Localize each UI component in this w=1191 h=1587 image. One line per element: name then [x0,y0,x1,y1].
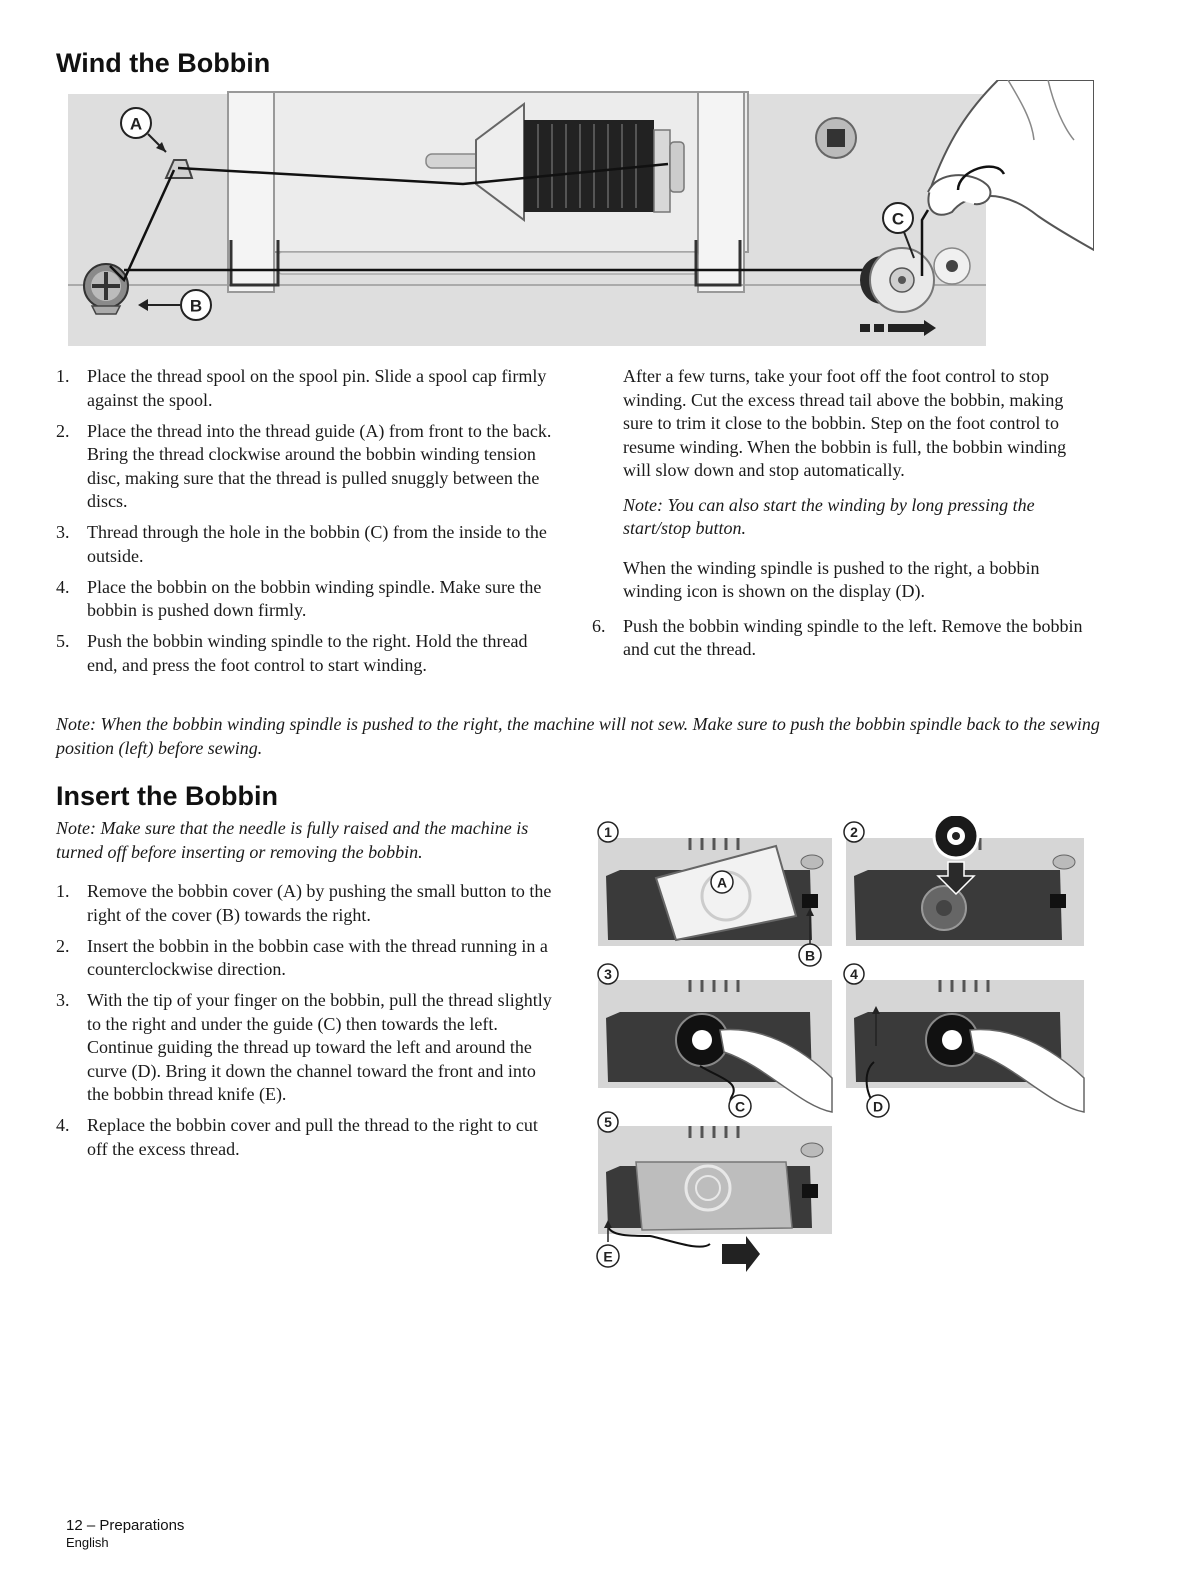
wind-step-3: 3. Thread through the hole in the bobbin (C) from the inside to the outside. [56,522,547,566]
page-footer-title: 12 – Preparations [66,1517,185,1534]
insert-step-3: 3. With the tip of your finger on the bobbin, pull the thread slightly to the right and under the guide (C) then towards the left. Continue guiding the thread up toward the left and around the curve (D). Bring it down the channel toward the front and into the bobbin thread knife (E). [56,990,552,1104]
panel-number-3: 3 [604,966,612,982]
wind-step-5: 5. Push the bobbin winding spindle to the right. Hold the thread end, and press the foot control to start winding. [56,631,528,675]
panel-number-2: 2 [850,824,858,840]
page-footer-language: English [66,1535,109,1550]
wind-step-6: 6. Push the bobbin winding spindle to the left. Remove the bobbin and cut the thread. [592,615,1083,659]
insert-step-2: 2. Insert the bobbin in the bobbin case with the thread running in a counterclockwise direction. [56,935,548,979]
label-a: A [129,114,143,134]
section-title-insert: Insert the Bobbin [56,781,278,811]
wind-step-2: 2. Place the thread into the thread guide (A) from front to the back. Bring the thread clockwise around the bobbin winding tension disc, making sure that the thread is pulled snuggly between the discs. [56,420,552,511]
panel3-label-c: C [734,1098,746,1115]
panel-4 [844,964,1084,1117]
label-b: B [189,296,203,316]
panel-2 [844,816,1084,946]
insert-text [56,817,561,1169]
wind-steps-right [592,365,1097,669]
panel-5 [597,1112,832,1272]
section-title-wind: Wind the Bobbin [56,48,271,78]
panel4-label-d: D [872,1098,884,1115]
wind-step-1: 1. Place the thread spool on the spool pin. Slide a spool cap firmly against the spool. [56,366,547,410]
panel-number-1: 1 [604,824,612,840]
insert-bobbin-illustrations [590,816,1095,1272]
panel-number-4: 4 [850,966,858,982]
panel5-label-e: E [603,1248,613,1265]
panel-number-5: 5 [604,1114,612,1130]
panel-3 [598,964,832,1117]
wind-paragraph-1: After a few turns, take your foot off the foot control to stop winding. Cut the excess thread tail above the bobbin, making sure to trim it close to the bobbin. Step on the foot control to resume winding. When the bobbin is full, the bobbin winding will slow down and stop automatically. [623,366,1067,480]
wind-bobbin-illustration [68,80,1094,348]
panel1-label-a: A [716,874,728,891]
insert-step-1: 1. Remove the bobbin cover (A) by pushing the small button to the right of the cover (B) towards the right. [56,881,552,925]
insert-step-4: 4. Replace the bobbin cover and pull the thread to the right to cut off the excess thread. [56,1115,538,1159]
wind-paragraph-2: When the winding spindle is pushed to the right, a bobbin winding icon is shown on the display (D). [623,557,1040,601]
wind-steps-left [56,365,561,685]
panel1-label-b: B [804,947,816,964]
wind-step-4: 4. Place the bobbin on the bobbin winding spindle. Make sure the bobbin is pushed down firmly. [56,576,542,620]
label-c: C [891,209,905,229]
wind-note-start: Note: You can also start the winding by long pressing the start/stop button. [623,494,1035,538]
insert-note: Note: Make sure that the needle is fully raised and the machine is turned off before inserting or removing the bobbin. [56,818,529,862]
wind-note: Note: When the bobbin winding spindle is pushed to the right, the machine will not sew. Make sure to push the bobbin spindle back to the sewing position (left) before sewing. [56,714,1100,758]
panel-1 [598,822,832,966]
